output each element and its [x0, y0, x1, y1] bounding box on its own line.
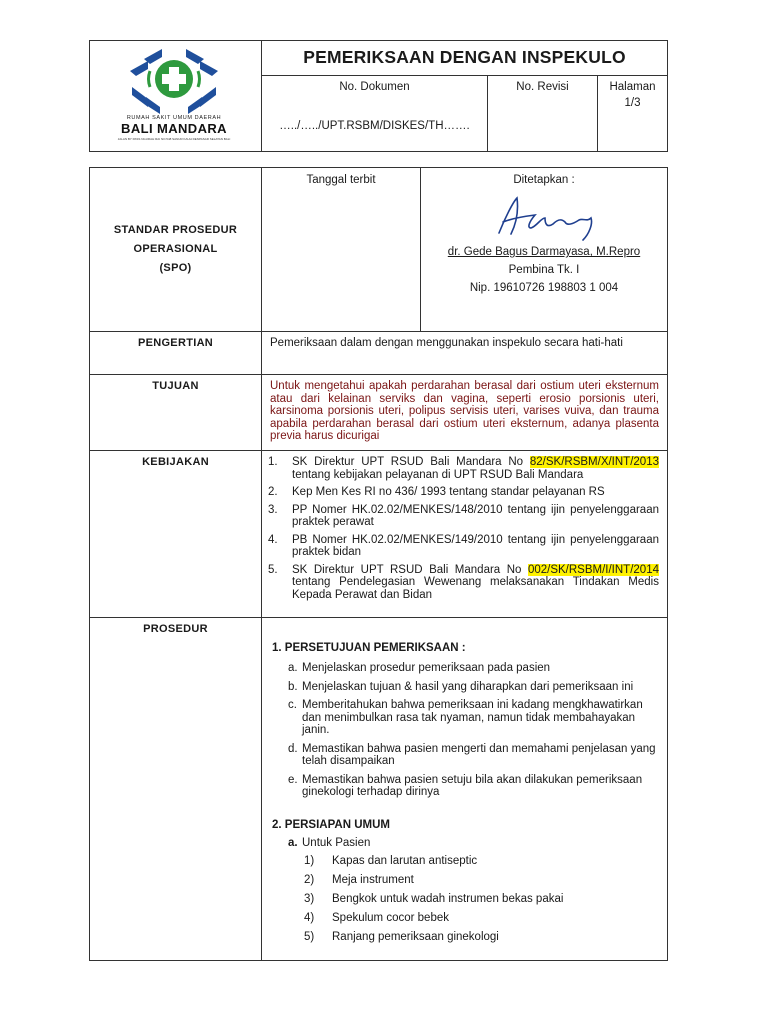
kebijakan-item: 1. SK Direktur UPT RSUD Bali Mandara No 82/SK/RSBM/X/INT/2013 tentang kebijakan pelayanan di UPT RSUD Bali Mandara	[268, 456, 659, 481]
pengertian-label-cell	[90, 332, 262, 375]
highlighted-ref: 82/SK/RSBM/X/INT/2013	[529, 456, 659, 468]
section1-list	[272, 662, 659, 799]
section2-item: 2) Meja instrument	[304, 873, 414, 886]
halaman-value: 1/3	[624, 97, 641, 109]
spo-line2: OPERASIONAL	[133, 243, 218, 255]
kebijakan-item: 4. PB Nomer HK.02.02/MENKES/149/2010 tentang ijin penyelenggaraan praktek bidan	[268, 533, 659, 558]
main-table	[89, 167, 668, 961]
tujuan-text-cell	[262, 375, 668, 451]
halaman-cell	[598, 76, 668, 152]
section1-item: d. Memastikan bahwa pasien mengerti dan memahami penjelasan yang telah disampaikan	[288, 742, 656, 767]
ditetapkan-cell	[421, 168, 668, 332]
section1-item: a. Menjelaskan prosedur pemeriksaan pada pasien	[288, 662, 551, 674]
kebijakan-label-cell	[90, 451, 262, 618]
pengertian-label: PENGERTIAN	[137, 337, 214, 349]
no-dokumen-label: No. Dokumen	[339, 81, 410, 93]
section2-sub-marker: a.	[288, 836, 298, 849]
halaman-label: Halaman	[609, 81, 656, 93]
section2-item: 5) Ranjang pemeriksaan ginekologi	[304, 930, 499, 943]
logo-line2: BALI MANDARA	[121, 121, 227, 136]
hospital-logo	[90, 41, 258, 151]
section1-title: 1. PERSETUJUAN PEMERIKSAAN :	[272, 642, 466, 654]
spo-line1: STANDAR PROSEDUR	[113, 224, 238, 236]
section2-title: 2. PERSIAPAN UMUM	[272, 818, 390, 831]
pengertian-text-cell	[262, 332, 668, 375]
section2-list	[272, 855, 659, 944]
section2-item: 4) Spekulum cocor bebek	[304, 911, 449, 924]
kebijakan-item: 5. SK Direktur UPT RSUD Bali Mandara No 002/SK/RSBM/I/INT/2014 tentang Pendelegasian Wewenang melaksanakan Tindakan Medis Kepada Perawat dan Bidan	[268, 563, 659, 601]
section1-item: b. Menjelaskan tujuan & hasil yang diharapkan dari pemeriksaan ini	[288, 680, 634, 693]
section2-sub-label: Untuk Pasien	[302, 836, 371, 849]
tujuan-text: Untuk mengetahui apakah perdarahan berasal dari ostium uteri eksternum atau dari kelainan serviks dan vagina, seperti erosio porsionis uteri, karsinoma porsionis uteri, polipus servisis uteri, varises vuiva, dan trauma apabila perdarahan berasal dari ostium uteri eksternum, adanya plasenta previa harus dicurigai	[270, 380, 659, 442]
no-dokumen-value-cell	[262, 116, 488, 152]
section2-item: 1) Kapas dan larutan antiseptic	[304, 854, 478, 867]
signature-icon	[469, 188, 619, 244]
section2-sub	[272, 837, 659, 849]
no-revisi-label: No. Revisi	[516, 81, 569, 93]
spo-cell	[90, 168, 262, 332]
prosedur-cell	[262, 618, 668, 961]
tujuan-label-cell	[90, 375, 262, 451]
pengertian-text: Pemeriksaan dalam dengan menggunakan inspekulo secara hati-hati	[270, 337, 623, 349]
no-dokumen-label-cell	[262, 76, 488, 116]
no-revisi-cell	[488, 76, 598, 152]
no-dokumen-value: …../…../UPT.RSBM/DISKES/TH…….	[279, 119, 470, 132]
spo-line3: (SPO)	[159, 262, 192, 274]
section1-item: c. Memberitahukan bahwa pemeriksaan ini kadang mengkhawatirkan dan menimbulkan rasa tak nyaman, namun tidak membahayakan janin.	[288, 699, 643, 736]
logo-line1: RUMAH SAKIT UMUM DAERAH	[126, 115, 222, 121]
tujuan-label: TUJUAN	[152, 380, 199, 392]
signer-nip: Nip. 19610726 198803 1 004	[469, 282, 619, 294]
kebijakan-list	[262, 451, 667, 601]
ditetapkan-label: Ditetapkan :	[513, 174, 575, 186]
highlighted-ref: 002/SK/RSBM/I/INT/2014	[527, 563, 659, 576]
logo-cell	[90, 41, 262, 152]
kebijakan-item: 2. Kep Men Kes RI no 436/ 1993 tentang standar pelayanan RS	[268, 486, 605, 498]
kebijakan-label: KEBIJAKAN	[142, 456, 209, 468]
prosedur-label-cell	[90, 618, 262, 961]
tanggal-cell	[262, 168, 421, 332]
header-table	[89, 40, 668, 152]
signer-rank: Pembina Tk. I	[508, 264, 580, 276]
document-title: PEMERIKSAAN DENGAN INSPEKULO	[262, 41, 668, 76]
signer-name: dr. Gede Bagus Darmayasa, M.Repro	[447, 246, 641, 258]
kebijakan-list-cell	[262, 451, 668, 618]
kebijakan-item: 3. PP Nomer HK.02.02/MENKES/148/2010 tentang ijin penyelenggaraan praktek perawat	[268, 503, 659, 528]
prosedur-label: PROSEDUR	[143, 623, 208, 635]
logo-line3: JALAN BY PASS NGURAH RAI NO.548 SANUR KAUH DENPASAR SELATAN BALI	[117, 137, 231, 141]
section1-item: e. Memastikan bahwa pasien setuju bila akan dilakukan pemeriksaan ginekologi terhadap dirinya	[288, 773, 643, 798]
tanggal-label: Tanggal terbit	[306, 174, 376, 186]
section2-item: 3) Bengkok untuk wadah instrumen bekas pakai	[304, 892, 564, 905]
